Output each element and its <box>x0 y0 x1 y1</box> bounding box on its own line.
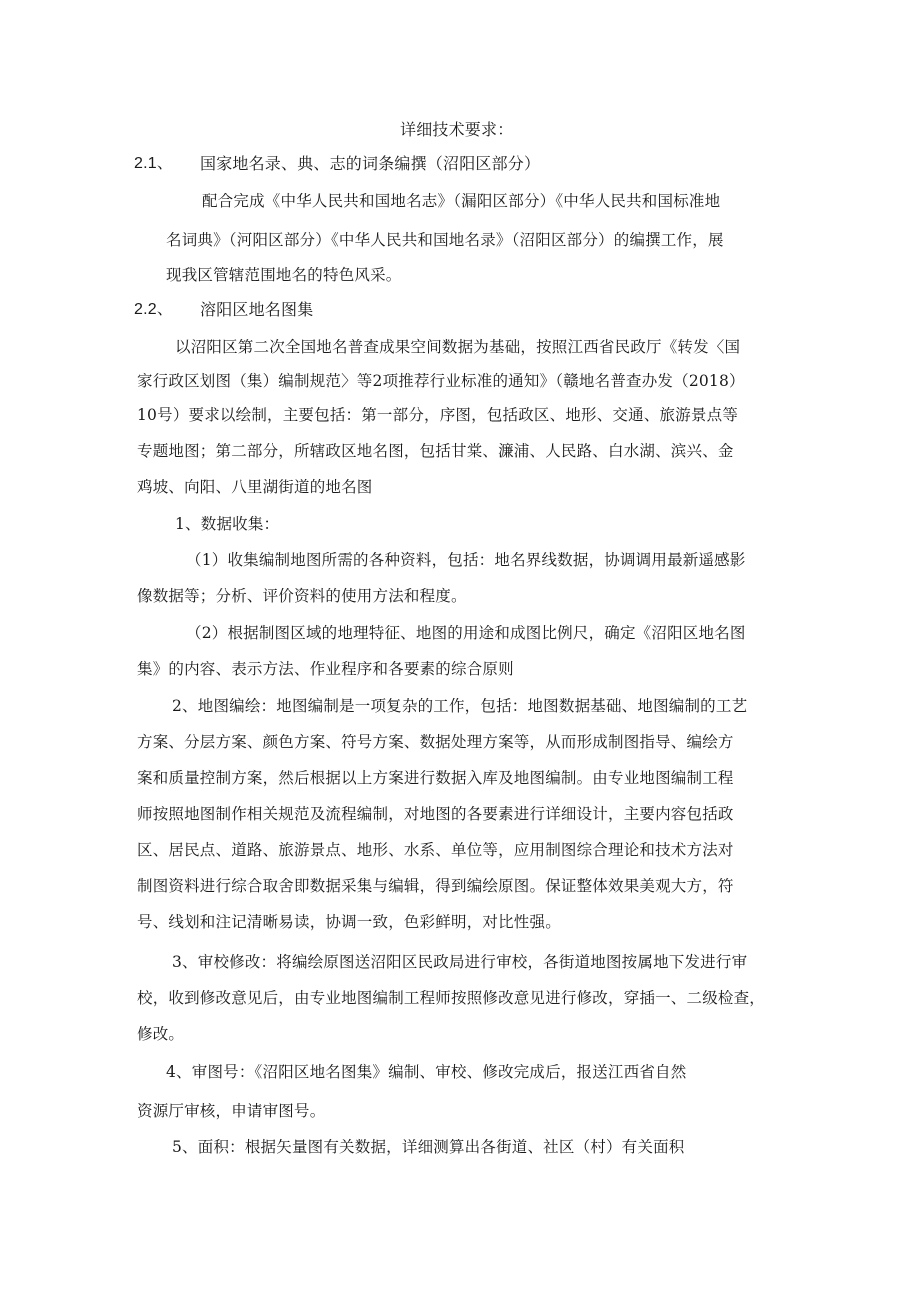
item-1-sub-1-line: 像数据等；分析、评价资料的使用方法和程度。 <box>137 587 467 605</box>
item-2-line: 区、居民点、道路、旅游景点、地形、水系、单位等，应用制图综合理论和技术方法对 <box>137 841 734 859</box>
item-1-sub-2-line: （2）根据制图区域的地理特征、地图的用途和成图比例尺，确定《沼阳区地名图 <box>186 624 746 642</box>
item-2-line: 2、地图编绘：地图编制是一项复杂的工作，包括：地图数据基础、地图编制的工艺 <box>172 697 748 715</box>
section-2-1-heading: 国家地名录、典、志的词条编撰（沼阳区部分） <box>200 154 541 173</box>
section-2-2-intro-line: 鸡坡、向阳、八里湖街道的地名图 <box>137 478 373 496</box>
item-3-line: 校，收到修改意见后，由专业地图编制工程师按照修改意见进行修改，穿插一、二级检查， <box>137 989 766 1007</box>
item-3-line: 修改。 <box>137 1025 185 1043</box>
item-1-sub-1-line: （1）收集编制地图所需的各种资料，包括：地名界线数据，协调调用最新遥感影 <box>186 551 746 569</box>
section-2-2-number: 2.2、 <box>134 301 174 318</box>
item-2-line: 案和质量控制方案，然后根据以上方案进行数据入库及地图编制。由专业地图编制工程 <box>137 769 734 787</box>
item-2-line: 方案、分层方案、颜色方案、符号方案、数据处理方案等，从而形成制图指导、编绘方 <box>137 733 734 751</box>
document-title: 详细技术要求： <box>400 120 514 139</box>
section-2-1-text-line: 配合完成《中华人民共和国地名志》（漏阳区部分）《中华人民共和国标准地 <box>202 192 721 210</box>
item-2-line: 号、线划和注记清晰易读，协调一致，色彩鲜明，对比性强。 <box>137 913 561 931</box>
section-2-2-heading: 溶阳区地名图集 <box>200 300 314 319</box>
item-2-line: 师按照地图制作相关规范及流程编制，对地图的各要素进行详细设计，主要内容包括政 <box>137 805 734 823</box>
item-1-heading: 1、数据收集： <box>175 515 280 533</box>
item-4-line: 资源厅审核，申请审图号。 <box>137 1102 326 1120</box>
section-2-1-text-line: 名词典》（河阳区部分）《中华人民共和国地名录》（沼阳区部分）的编撰工作，展 <box>166 231 724 249</box>
section-2-2-intro-line: 家行政区划图（集）编制规范〉等2项推荐行业标准的通知》（赣地名普查办发（2018） <box>137 372 745 390</box>
item-4-line: 4、审图号：《沼阳区地名图集》编制、审校、修改完成后，报送江西省自然 <box>166 1063 687 1081</box>
section-2-1-text-line: 现我区管辖范围地名的特色风采。 <box>166 266 402 284</box>
item-3-line: 3、审校修改：将编绘原图送沼阳区民政局进行审校，各街道地图按属地下发进行审 <box>172 953 748 971</box>
section-2-1-number: 2.1、 <box>134 155 174 172</box>
item-1-sub-2-line: 集》的内容、表示方法、作业程序和各要素的综合原则 <box>137 660 514 678</box>
section-2-2-intro-line: 以沼阳区第二次全国地名普查成果空间数据为基础，按照江西省民政厅《转发〈国 <box>175 338 741 356</box>
item-2-line: 制图资料进行综合取舍即数据采集与编辑，得到编绘原图。保证整体效果美观大方，符 <box>137 877 734 895</box>
section-2-2-intro-line: 10号）要求以绘制，主要包括：第一部分，序图，包括政区、地形、交通、旅游景点等 <box>137 406 739 424</box>
item-5-line: 5、面积：根据矢量图有关数据，详细测算出各街道、社区（村）有关面积 <box>172 1138 685 1156</box>
section-2-2-intro-line: 专题地图；第二部分，所辖政区地名图，包括甘棠、濂浦、人民路、白水湖、滨兴、金 <box>137 442 734 460</box>
